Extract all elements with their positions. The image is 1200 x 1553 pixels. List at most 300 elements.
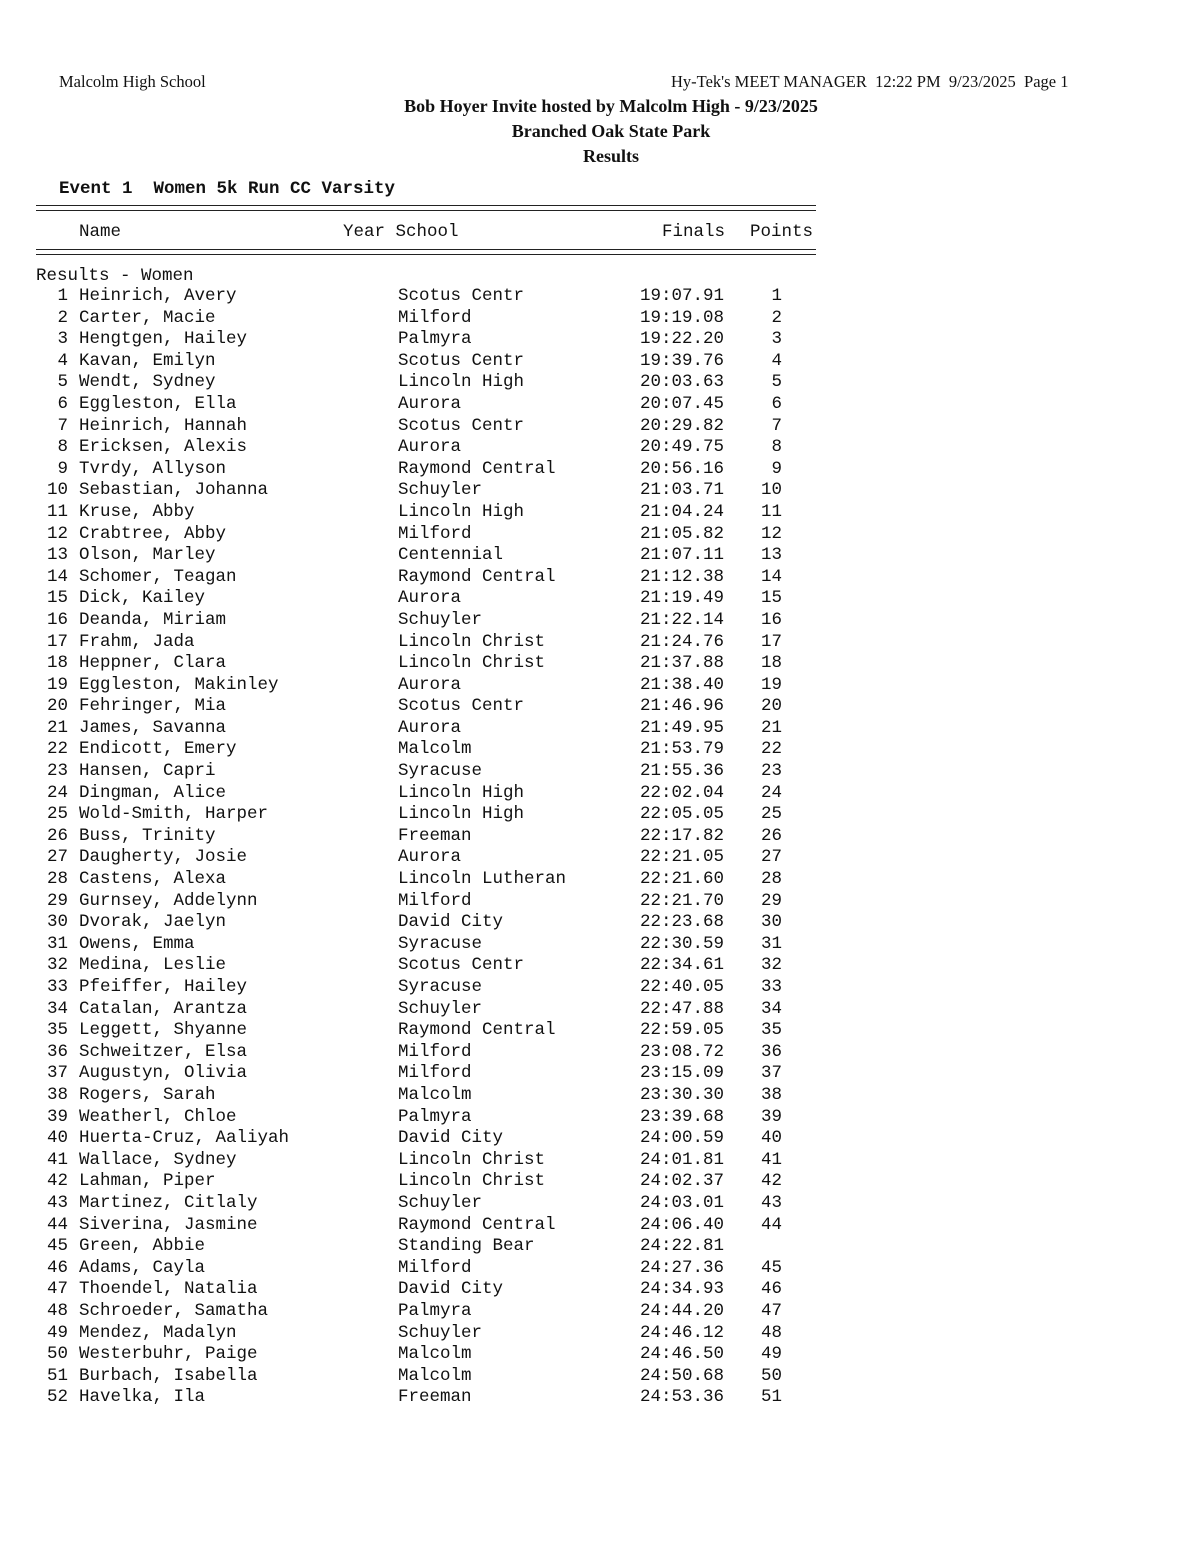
table-row xyxy=(0,588,900,610)
table-row xyxy=(0,977,900,999)
place-cell: 41 xyxy=(46,1149,68,1170)
table-row xyxy=(0,1042,900,1064)
school-cell: Milford xyxy=(398,1257,472,1278)
finals-time-cell: 22:34.61 xyxy=(640,955,725,976)
finals-time-cell: 24:34.93 xyxy=(640,1279,725,1300)
school-cell: Scotus Centr xyxy=(398,350,525,371)
table-row xyxy=(0,761,900,783)
table-row xyxy=(0,675,900,697)
place-cell: 34 xyxy=(46,998,68,1019)
points-cell: 47 xyxy=(760,1300,782,1321)
name-cell: Mendez, Madalyn xyxy=(79,1322,237,1343)
place-cell: 26 xyxy=(46,825,68,846)
points-cell: 2 xyxy=(771,307,782,328)
points-cell: 6 xyxy=(771,393,782,414)
school-cell: Aurora xyxy=(398,674,462,695)
table-row xyxy=(0,869,900,891)
table-row xyxy=(0,1301,900,1323)
finals-time-cell: 24:22.81 xyxy=(640,1236,725,1257)
table-row xyxy=(0,1128,900,1150)
finals-time-cell: 22:23.68 xyxy=(640,912,725,933)
finals-time-cell: 21:53.79 xyxy=(640,739,725,760)
place-cell: 18 xyxy=(46,653,68,674)
finals-time-cell: 21:12.38 xyxy=(640,566,725,587)
table-row xyxy=(0,1236,900,1258)
name-cell: Adams, Cayla xyxy=(79,1257,206,1278)
name-cell: Catalan, Arantza xyxy=(79,998,248,1019)
place-cell: 24 xyxy=(46,782,68,803)
finals-time-cell: 21:46.96 xyxy=(640,696,725,717)
place-cell: 23 xyxy=(46,761,68,782)
finals-time-cell: 24:53.36 xyxy=(640,1387,725,1408)
school-cell: Syracuse xyxy=(398,761,483,782)
name-cell: Lahman, Piper xyxy=(79,1171,216,1192)
place-cell: 4 xyxy=(57,350,68,371)
table-row xyxy=(0,502,900,524)
table-row xyxy=(0,804,900,826)
name-cell: Green, Abbie xyxy=(79,1236,206,1257)
points-cell: 31 xyxy=(760,933,782,954)
points-cell: 33 xyxy=(760,977,782,997)
finals-time-cell: 24:27.36 xyxy=(640,1257,725,1278)
name-cell: Carter, Macie xyxy=(79,307,216,328)
table-row xyxy=(0,955,900,977)
finals-time-cell: 19:19.08 xyxy=(640,307,725,328)
points-cell: 8 xyxy=(771,437,782,458)
school-cell: Raymond Central xyxy=(398,458,556,479)
name-cell: Huerta-Cruz, Aaliyah xyxy=(79,1128,290,1149)
finals-time-cell: 21:55.36 xyxy=(640,761,725,782)
school-cell: Milford xyxy=(398,1063,472,1084)
finals-time-cell: 24:01.81 xyxy=(640,1149,725,1170)
finals-time-cell: 20:29.82 xyxy=(640,415,725,436)
school-cell: Centennial xyxy=(398,545,504,566)
points-cell: 24 xyxy=(760,782,782,803)
place-cell: 10 xyxy=(46,480,68,501)
finals-time-cell: 24:02.37 xyxy=(640,1171,725,1192)
school-cell: Palmyra xyxy=(398,329,472,350)
school-cell: Lincoln High xyxy=(398,372,525,393)
name-cell: Hengtgen, Hailey xyxy=(79,329,248,350)
table-row xyxy=(0,480,900,502)
place-cell: 25 xyxy=(46,804,68,825)
points-cell: 13 xyxy=(760,545,782,566)
school-cell: Standing Bear xyxy=(398,1236,535,1257)
points-cell: 3 xyxy=(771,329,782,350)
points-cell: 10 xyxy=(760,480,782,501)
finals-time-cell: 21:38.40 xyxy=(640,674,725,695)
table-row xyxy=(0,1150,900,1172)
finals-time-cell: 21:49.95 xyxy=(640,717,725,738)
school-cell: Aurora xyxy=(398,717,462,738)
points-cell: 16 xyxy=(760,609,782,630)
table-row xyxy=(0,847,900,869)
name-cell: Weatherl, Chloe xyxy=(79,1106,237,1127)
place-cell: 9 xyxy=(57,458,68,479)
place-cell: 11 xyxy=(46,501,68,522)
place-cell: 51 xyxy=(46,1365,68,1386)
school-cell: Milford xyxy=(398,523,472,544)
school-cell: Malcolm xyxy=(398,1084,472,1105)
school-cell: Scotus Centr xyxy=(398,696,525,717)
table-row xyxy=(0,1085,900,1107)
points-cell: 17 xyxy=(760,631,782,652)
points-cell: 36 xyxy=(760,1041,782,1062)
name-cell: Dvorak, Jaelyn xyxy=(79,912,227,933)
finals-time-cell: 24:03.01 xyxy=(640,1192,725,1213)
school-cell: David City xyxy=(398,1128,504,1149)
school-cell: Malcolm xyxy=(398,1365,472,1386)
table-row xyxy=(0,891,900,913)
results-table xyxy=(0,286,900,1409)
name-cell: Deanda, Miriam xyxy=(79,609,227,630)
place-cell: 22 xyxy=(46,739,68,760)
name-cell: Pfeiffer, Hailey xyxy=(79,977,248,997)
school-cell: Lincoln Christ xyxy=(398,653,546,674)
name-cell: Medina, Leslie xyxy=(79,955,227,976)
place-cell: 19 xyxy=(46,674,68,695)
table-row xyxy=(0,1323,900,1345)
name-cell: Sebastian, Johanna xyxy=(79,480,269,501)
table-row xyxy=(0,610,900,632)
school-cell: Scotus Centr xyxy=(398,955,525,976)
table-row xyxy=(0,1258,900,1280)
name-cell: Tvrdy, Allyson xyxy=(79,458,227,479)
finals-time-cell: 21:37.88 xyxy=(640,653,725,674)
name-cell: Wold-Smith, Harper xyxy=(79,804,269,825)
name-cell: Thoendel, Natalia xyxy=(79,1279,258,1300)
name-cell: Kavan, Emilyn xyxy=(79,350,216,371)
finals-time-cell: 24:44.20 xyxy=(640,1300,725,1321)
points-cell: 26 xyxy=(760,825,782,846)
name-cell: Endicott, Emery xyxy=(79,739,237,760)
place-cell: 52 xyxy=(46,1387,68,1408)
points-cell: 42 xyxy=(760,1171,782,1192)
school-cell: Schuyler xyxy=(398,998,483,1019)
school-cell: Malcolm xyxy=(398,1344,472,1365)
points-cell: 28 xyxy=(760,869,782,890)
points-cell: 21 xyxy=(760,717,782,738)
school-cell: Lincoln Lutheran xyxy=(398,869,567,890)
table-row xyxy=(0,351,900,373)
table-row xyxy=(0,394,900,416)
school-cell: Freeman xyxy=(398,825,472,846)
name-cell: Martinez, Citlaly xyxy=(79,1192,258,1213)
school-cell: Lincoln Christ xyxy=(398,631,546,652)
table-row xyxy=(0,286,900,308)
table-row xyxy=(0,372,900,394)
school-cell: David City xyxy=(398,912,504,933)
name-cell: Wallace, Sydney xyxy=(79,1149,237,1170)
finals-time-cell: 24:46.12 xyxy=(640,1322,725,1343)
finals-time-cell: 21:07.11 xyxy=(640,545,725,566)
finals-time-cell: 22:17.82 xyxy=(640,825,725,846)
school-cell: Freeman xyxy=(398,1387,472,1408)
table-row xyxy=(0,437,900,459)
points-cell: 4 xyxy=(771,350,782,371)
name-cell: Fehringer, Mia xyxy=(79,696,227,717)
name-cell: Schomer, Teagan xyxy=(79,566,237,587)
place-cell: 27 xyxy=(46,847,68,868)
finals-time-cell: 23:08.72 xyxy=(640,1041,725,1062)
place-cell: 42 xyxy=(46,1171,68,1192)
table-row xyxy=(0,416,900,438)
name-cell: Kruse, Abby xyxy=(79,501,195,522)
name-cell: Eggleston, Makinley xyxy=(79,674,279,695)
school-cell: Lincoln High xyxy=(398,501,525,522)
school-cell: Syracuse xyxy=(398,933,483,954)
place-cell: 29 xyxy=(46,890,68,911)
school-cell: Palmyra xyxy=(398,1106,472,1127)
points-cell: 18 xyxy=(760,653,782,674)
finals-time-cell: 21:05.82 xyxy=(640,523,725,544)
table-row xyxy=(0,545,900,567)
name-cell: Owens, Emma xyxy=(79,933,195,954)
school-cell: Aurora xyxy=(398,437,462,458)
school-cell: Milford xyxy=(398,307,472,328)
school-cell: Palmyra xyxy=(398,1300,472,1321)
school-cell: Scotus Centr xyxy=(398,415,525,436)
finals-time-cell: 22:05.05 xyxy=(640,804,725,825)
table-row xyxy=(0,1387,900,1409)
place-cell: 39 xyxy=(46,1106,68,1127)
place-cell: 43 xyxy=(46,1192,68,1213)
name-cell: Schweitzer, Elsa xyxy=(79,1041,248,1062)
name-cell: Heppner, Clara xyxy=(79,653,227,674)
school-name: Malcolm High School xyxy=(59,72,206,91)
finals-time-cell: 24:06.40 xyxy=(640,1214,725,1235)
table-row xyxy=(0,1344,900,1366)
points-cell: 5 xyxy=(771,372,782,393)
finals-time-cell: 19:07.91 xyxy=(640,286,725,306)
table-row xyxy=(0,1020,900,1042)
finals-time-cell: 22:59.05 xyxy=(640,1020,725,1041)
points-cell: 41 xyxy=(760,1149,782,1170)
school-cell: Scotus Centr xyxy=(398,286,525,306)
points-cell: 43 xyxy=(760,1192,782,1213)
finals-time-cell: 23:15.09 xyxy=(640,1063,725,1084)
finals-time-cell: 21:04.24 xyxy=(640,501,725,522)
name-cell: Buss, Trinity xyxy=(79,825,216,846)
finals-time-cell: 22:47.88 xyxy=(640,998,725,1019)
table-row xyxy=(0,1107,900,1129)
school-cell: Raymond Central xyxy=(398,1020,556,1041)
table-row xyxy=(0,459,900,481)
place-cell: 30 xyxy=(46,912,68,933)
name-cell: Siverina, Jasmine xyxy=(79,1214,258,1235)
software-stamp: Hy-Tek's MEET MANAGER 12:22 PM 9/23/2025 Page 1 xyxy=(671,72,1069,91)
place-cell: 5 xyxy=(57,372,68,393)
place-cell: 6 xyxy=(57,393,68,414)
school-cell: Milford xyxy=(398,1041,472,1062)
finals-time-cell: 20:03.63 xyxy=(640,372,725,393)
finals-time-cell: 20:07.45 xyxy=(640,393,725,414)
venue-title: Branched Oak State Park xyxy=(511,121,711,141)
name-cell: Olson, Marley xyxy=(79,545,216,566)
table-row xyxy=(0,653,900,675)
name-cell: Daugherty, Josie xyxy=(79,847,248,868)
table-row xyxy=(0,1171,900,1193)
place-cell: 36 xyxy=(46,1041,68,1062)
name-cell: James, Savanna xyxy=(79,717,227,738)
school-cell: Raymond Central xyxy=(398,1214,556,1235)
points-cell: 9 xyxy=(771,458,782,479)
table-row xyxy=(0,1063,900,1085)
place-cell: 13 xyxy=(46,545,68,566)
document-type-title: Results xyxy=(582,146,639,166)
school-cell: Lincoln High xyxy=(398,804,525,825)
finals-time-cell: 21:24.76 xyxy=(640,631,725,652)
points-cell: 49 xyxy=(760,1344,782,1365)
place-cell: 38 xyxy=(46,1084,68,1105)
place-cell: 40 xyxy=(46,1128,68,1149)
points-cell: 19 xyxy=(760,674,782,695)
place-cell: 1 xyxy=(57,286,68,306)
points-cell: 39 xyxy=(760,1106,782,1127)
points-cell: 14 xyxy=(760,566,782,587)
place-cell: 3 xyxy=(57,329,68,350)
school-cell: Schuyler xyxy=(398,1192,483,1213)
school-cell: Raymond Central xyxy=(398,566,556,587)
place-cell: 28 xyxy=(46,869,68,890)
finals-time-cell: 22:40.05 xyxy=(640,977,725,997)
finals-time-cell: 20:49.75 xyxy=(640,437,725,458)
place-cell: 37 xyxy=(46,1063,68,1084)
place-cell: 2 xyxy=(57,307,68,328)
name-cell: Havelka, Ila xyxy=(79,1387,206,1408)
points-cell: 50 xyxy=(760,1365,782,1386)
finals-time-cell: 21:03.71 xyxy=(640,480,725,501)
table-row xyxy=(0,696,900,718)
points-cell: 30 xyxy=(760,912,782,933)
place-cell: 15 xyxy=(46,588,68,609)
column-header-name: Name xyxy=(79,222,122,242)
points-cell: 38 xyxy=(760,1084,782,1105)
points-cell: 45 xyxy=(760,1257,782,1278)
finals-time-cell: 19:39.76 xyxy=(640,350,725,371)
table-row xyxy=(0,739,900,761)
place-cell: 45 xyxy=(46,1236,68,1257)
points-cell: 12 xyxy=(760,523,782,544)
place-cell: 20 xyxy=(46,696,68,717)
name-cell: Rogers, Sarah xyxy=(79,1084,216,1105)
name-cell: Ericksen, Alexis xyxy=(79,437,248,458)
table-row xyxy=(0,718,900,740)
school-cell: Schuyler xyxy=(398,609,483,630)
finals-time-cell: 21:19.49 xyxy=(640,588,725,609)
school-cell: Lincoln Christ xyxy=(398,1149,546,1170)
name-cell: Wendt, Sydney xyxy=(79,372,216,393)
name-cell: Schroeder, Samatha xyxy=(79,1300,269,1321)
finals-time-cell: 24:00.59 xyxy=(640,1128,725,1149)
finals-time-cell: 19:22.20 xyxy=(640,329,725,350)
table-row xyxy=(0,567,900,589)
finals-time-cell: 21:22.14 xyxy=(640,609,725,630)
finals-time-cell: 22:02.04 xyxy=(640,782,725,803)
header-rule-top xyxy=(36,205,816,211)
points-cell: 1 xyxy=(771,286,782,306)
name-cell: Heinrich, Avery xyxy=(79,286,237,306)
name-cell: Gurnsey, Addelynn xyxy=(79,890,258,911)
place-cell: 33 xyxy=(46,977,68,997)
points-cell: 15 xyxy=(760,588,782,609)
points-cell: 32 xyxy=(760,955,782,976)
section-label: Results - Women xyxy=(36,266,194,286)
name-cell: Crabtree, Abby xyxy=(79,523,227,544)
place-cell: 8 xyxy=(57,437,68,458)
table-row xyxy=(0,826,900,848)
points-cell: 44 xyxy=(760,1214,782,1235)
event-heading: Event 1 Women 5k Run CC Varsity xyxy=(59,179,396,199)
name-cell: Augustyn, Olivia xyxy=(79,1063,248,1084)
points-cell: 27 xyxy=(760,847,782,868)
school-cell: Aurora xyxy=(398,393,462,414)
name-cell: Burbach, Isabella xyxy=(79,1365,258,1386)
points-cell: 20 xyxy=(760,696,782,717)
place-cell: 44 xyxy=(46,1214,68,1235)
school-cell: Schuyler xyxy=(398,1322,483,1343)
finals-time-cell: 22:21.05 xyxy=(640,847,725,868)
place-cell: 46 xyxy=(46,1257,68,1278)
points-cell: 25 xyxy=(760,804,782,825)
place-cell: 16 xyxy=(46,609,68,630)
finals-time-cell: 22:21.60 xyxy=(640,869,725,890)
header-rule-bottom xyxy=(36,249,816,255)
table-row xyxy=(0,1366,900,1388)
school-cell: Schuyler xyxy=(398,480,483,501)
points-cell: 35 xyxy=(760,1020,782,1041)
school-cell: Aurora xyxy=(398,588,462,609)
table-row xyxy=(0,1279,900,1301)
finals-time-cell: 23:30.30 xyxy=(640,1084,725,1105)
place-cell: 47 xyxy=(46,1279,68,1300)
name-cell: Castens, Alexa xyxy=(79,869,227,890)
name-cell: Leggett, Shyanne xyxy=(79,1020,248,1041)
name-cell: Eggleston, Ella xyxy=(79,393,237,414)
column-header-finals: Finals xyxy=(662,222,726,242)
points-cell: 48 xyxy=(760,1322,782,1343)
column-header-year-school: Year School xyxy=(343,222,459,242)
finals-time-cell: 24:46.50 xyxy=(640,1344,725,1365)
table-row xyxy=(0,783,900,805)
place-cell: 12 xyxy=(46,523,68,544)
points-cell: 34 xyxy=(760,998,782,1019)
column-header-points: Points xyxy=(750,222,814,242)
table-row xyxy=(0,632,900,654)
table-row xyxy=(0,308,900,330)
table-row xyxy=(0,1193,900,1215)
name-cell: Heinrich, Hannah xyxy=(79,415,248,436)
school-cell: Aurora xyxy=(398,847,462,868)
school-cell: Lincoln Christ xyxy=(398,1171,546,1192)
table-row xyxy=(0,524,900,546)
school-cell: Lincoln High xyxy=(398,782,525,803)
name-cell: Hansen, Capri xyxy=(79,761,216,782)
place-cell: 14 xyxy=(46,566,68,587)
table-row xyxy=(0,329,900,351)
table-row xyxy=(0,999,900,1021)
school-cell: Milford xyxy=(398,890,472,911)
finals-time-cell: 24:50.68 xyxy=(640,1365,725,1386)
points-cell: 51 xyxy=(760,1387,782,1408)
place-cell: 50 xyxy=(46,1344,68,1365)
points-cell: 11 xyxy=(760,501,782,522)
points-cell: 23 xyxy=(760,761,782,782)
points-cell: 7 xyxy=(771,415,782,436)
place-cell: 21 xyxy=(46,717,68,738)
name-cell: Frahm, Jada xyxy=(79,631,195,652)
place-cell: 49 xyxy=(46,1322,68,1343)
